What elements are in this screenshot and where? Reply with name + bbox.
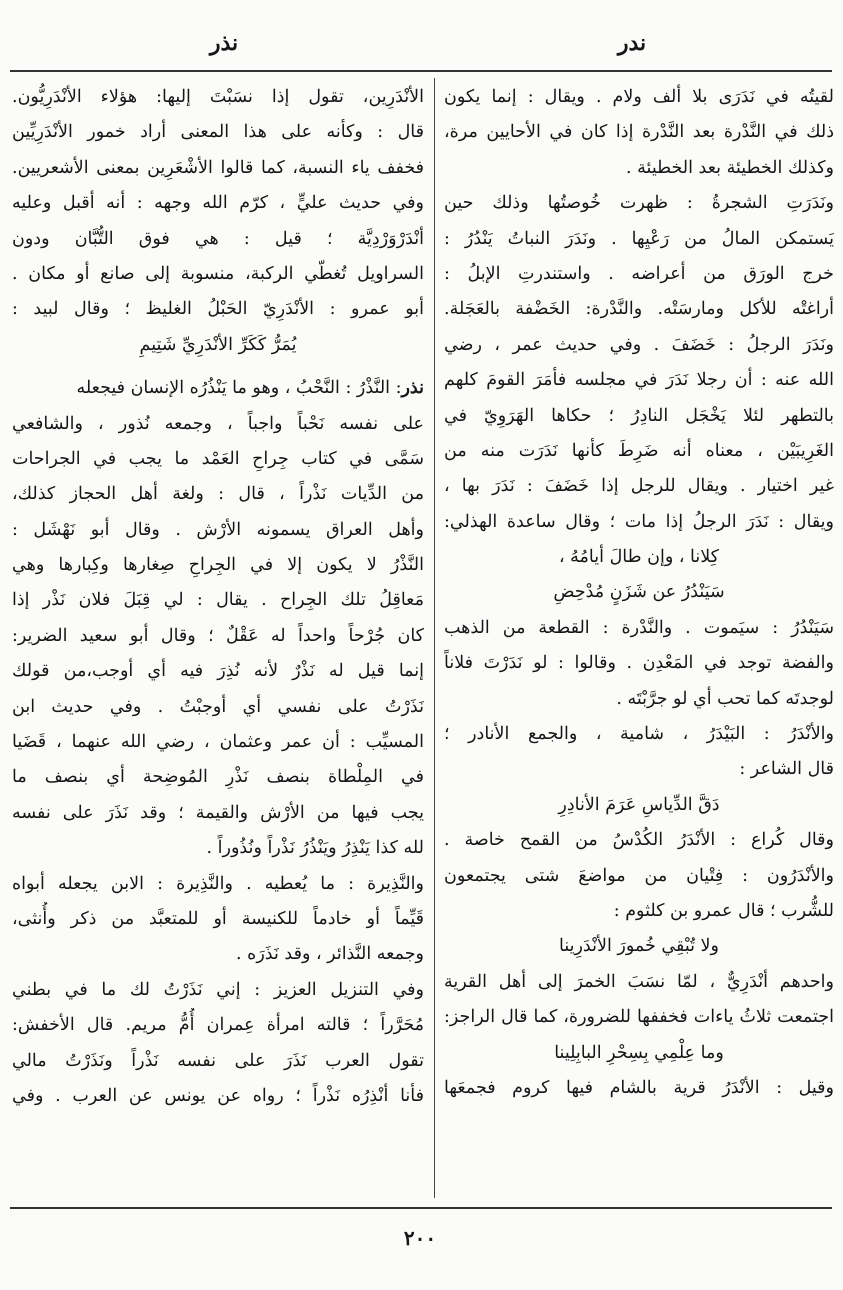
text-line: سَيَنْدُرُ : سيَموت . والنَّدْرة : القطعة من الذهب <box>444 617 834 638</box>
text-line: في المِلْطاة بنصف نَذْرِ المُوضِحة أي بنصف ما <box>12 767 424 788</box>
left-column-entry-body <box>12 407 424 1115</box>
text-line: ولا تُبْقِي خُمورَ الأنْدَرِينا <box>559 936 719 957</box>
text-line: سَمَّى في كتاب جِراحِ العَمْد ما يجب في الجراحات <box>12 448 424 469</box>
text-line: ويقال : نَدَرَ الرجلُ إذا مات ؛ وقال ساعدة الهذلي: <box>444 511 834 532</box>
text-line: دَقَّ الدِّياسِ عَرَمَ الأنادِرِ <box>558 794 720 815</box>
text-line: فخفف ياء النسبة، كما قالوا الأشْعَرِين بمعنى الأشعريين. <box>12 157 424 178</box>
page-number: ٢٠٠ <box>403 1226 437 1250</box>
text-line: ونَدَرَ الرجلُ : خَضَفَ . وفي حديث عمر ، رضي <box>444 334 834 355</box>
text-line: مَعاقِلُ تلك الجِراح . يقال : لي قِبَلَ فلان نَذْر إذا <box>12 590 424 611</box>
text-line: والأنْدَرُ : البَيْدَرُ ، شامية ، والجمع الأنادر ؛ <box>444 724 834 745</box>
entry-first-line <box>12 371 424 406</box>
text-line: من الدِّيات نَذْراً ، قال : ولغة أهل الحجاز كذلك، <box>12 484 424 505</box>
text-line: كان جُرْحاً واحداً له عَقْلٌ ؛ وقال أبو سعيد الضرير: <box>12 625 424 646</box>
text-line: مُحَرَّراً ؛ قالته امرأة عِمران أُمُّ مريم. قال الأخفش: <box>12 1015 424 1036</box>
text-line: إنما قيل له نَذْرٌ لأنه نُذِرَ فيه أي أوجب،من قولك <box>12 661 424 682</box>
left-column <box>12 80 424 1195</box>
text-line: قال : وكأنه على هذا المعنى أراد خمور الأنْدَرِيِّين <box>12 122 424 143</box>
entry-separator <box>12 363 424 371</box>
text-line: والأنْدَرُون : فِتْيان من مواضعَ شتى يجتمعون <box>444 865 834 886</box>
text-line: نَذَرْتُ على نفسي أي أوجبْتُ . وفي حديث ابن <box>12 696 424 717</box>
column-divider <box>434 78 435 1198</box>
text-line: لله كذا يَنْذِرُ ويَنْذُرُ نَذْراً ونُذُوراً . <box>206 838 424 859</box>
text-line: وفي التنزيل العزيز : إني نَذَرْتُ لك ما في بطني <box>12 979 424 1000</box>
text-line: والنَّذِيرة : ما يُعطيه . والنَّذِيرة : الابن يجعله أبواه <box>12 873 424 894</box>
text-line: وجمعه النَّذائر ، وقد نَذَرَه . <box>236 944 424 965</box>
text-line: كِلانا ، وإن طالَ أيامُهُ ، <box>558 547 720 568</box>
text-line: لقيتُه في نَدَرَى بلا ألف ولام . ويقال : إنما يكون <box>444 87 834 107</box>
text-line: ذلك في النَّدْرة بعد النَّدْرة إذا كان في الأحايين مرة، <box>444 122 834 143</box>
page-header-right: ندر <box>617 30 647 56</box>
text-line: أبو عمرو : الأنْدَرِيّ الحَبْلُ الغليظ ؛ وقال لبيد : <box>12 299 424 320</box>
text-line: وكذلك الخطيئة بعد الخطيئة . <box>626 157 834 178</box>
page-header-left: نذر <box>209 30 239 56</box>
text-line: وقال كُراع : الأنْدَرُ الكُدْسُ من القمح خاصة . <box>444 830 834 851</box>
text-line: يَستمكن المالُ من رَعْيِها . ونَدَرَ النباتُ يَنْدُرُ : <box>444 228 834 249</box>
text-line: والفضة توجد في المَعْدِن . وقالوا : لو نَدَرْتَ فلاناً <box>444 653 834 674</box>
footer-rule <box>10 1207 832 1209</box>
text-line: لوجدتَه كما تحب أي لو جرَّبْتَه . <box>616 688 834 709</box>
text-line: وفي حديث عليٍّ ، كرّم الله وجهه : أنه أقبل وعليه <box>12 193 424 214</box>
text-line: واحدهم أنْدَرِيٌّ ، لمّا نسَبَ الخمرَ إلى أهل القرية <box>444 971 834 992</box>
text-line: فأنا أنْذِرُه نَذْراً ؛ رواه عن يونس عن العرب . وفي <box>12 1085 424 1106</box>
text-line: أنْدَرْوَرْدِيَّة ؛ قيل : هي فوق التُّبَّان ودون <box>12 228 424 249</box>
text-line: وقيل : الأنْدَرُ قرية بالشام فيها كروم فجمعَها <box>444 1077 834 1098</box>
header-rule <box>10 70 832 72</box>
text-line: السراويل تُغطّي الركبة، منسوبة إلى صانع أو مكان . <box>12 263 424 284</box>
text-line: النَّذْرُ لا يكون إلا في الجِراحِ صِغارها وكِبارها وهي <box>12 555 424 576</box>
text-line: اجتمعت ثلاثُ ياءات فخففها للضرورة، كما قال الراجز: <box>444 1007 834 1028</box>
text-line: قَيِّماً أو خادماً للكنيسة أو للمتعبَّد من ذكر وأُنثى، <box>12 908 424 929</box>
text-line: بالتطهر لئلا يَخْجَل النادِرُ ؛ حكاها الهَرَوِيّ في <box>444 405 834 426</box>
text-line: للشُّرب ؛ قال عمرو بن كلثوم : <box>613 900 834 921</box>
text-line: المسيِّب : أن عمر وعثمان ، رضي الله عنهما ، قَضَيا <box>12 732 424 753</box>
text-line: قال الشاعر : <box>739 759 834 780</box>
text-line: الغَرِيبَيْن ، معناه أنه ضَرِطَ كأنها نَدَرَت منه من <box>444 440 834 461</box>
text-line: أراغتْه للأكل ومارسَتْه. والنَّدْرة: الخَضْفة بالعَجَلة. <box>444 299 834 320</box>
right-column <box>444 80 834 1195</box>
entry-headword: نذر <box>401 378 424 399</box>
text-line: وأهل العراق يسمونه الأرْش . وقال أبو نَهْشَل : <box>12 519 424 540</box>
text-line: وما عِلْمِي بِسِحْرِ البابِلِينا <box>554 1042 724 1063</box>
text-line: ونَدَرَتِ الشجرةُ : ظهرت خُوصتُها وذلك حين <box>444 193 834 214</box>
text-line: الأنْدَرِين، تقول إذا نسَبْتَ إليها: هؤلاء الأنْدَرِيُّون. <box>12 87 424 107</box>
left-column-continuation <box>12 80 424 363</box>
text-line: يُمَرُّ كَكَرِّ الأنْدَرِيِّ شَتِيمِ <box>139 334 297 355</box>
text-line: تقول العرب نَذَرَ على نفسه نَذْراً ونَذَرْتُ مالي <box>12 1050 424 1071</box>
text-line: غير اختيار . ويقال للرجل إذا خَضَفَ : نَدَرَ بها ، <box>444 476 834 497</box>
text-line: سَيَنْدُرُ عن شَزَنٍ مُدْحِضِ <box>553 582 725 603</box>
text-line: الله عنه : أن رجلا نَدَرَ في مجلسه فأمَرَ القومَ كلهم <box>444 370 834 391</box>
entry-first-line-text: : النَّذْرُ : النَّحْبُ ، وهو ما يَنْذُرُه الإنسان فيجعله <box>76 378 402 399</box>
text-line: يجب فيها من الأرْش والقيمة ؛ وقد نَذَرَ على نفسه <box>12 802 424 823</box>
text-line: على نفسه نَحْباً واجباً ، وجمعه نُذور ، والشافعي <box>12 413 424 434</box>
text-line: خرج الورَق من أعراضه . واستندرتِ الإبلُ : <box>444 263 834 284</box>
